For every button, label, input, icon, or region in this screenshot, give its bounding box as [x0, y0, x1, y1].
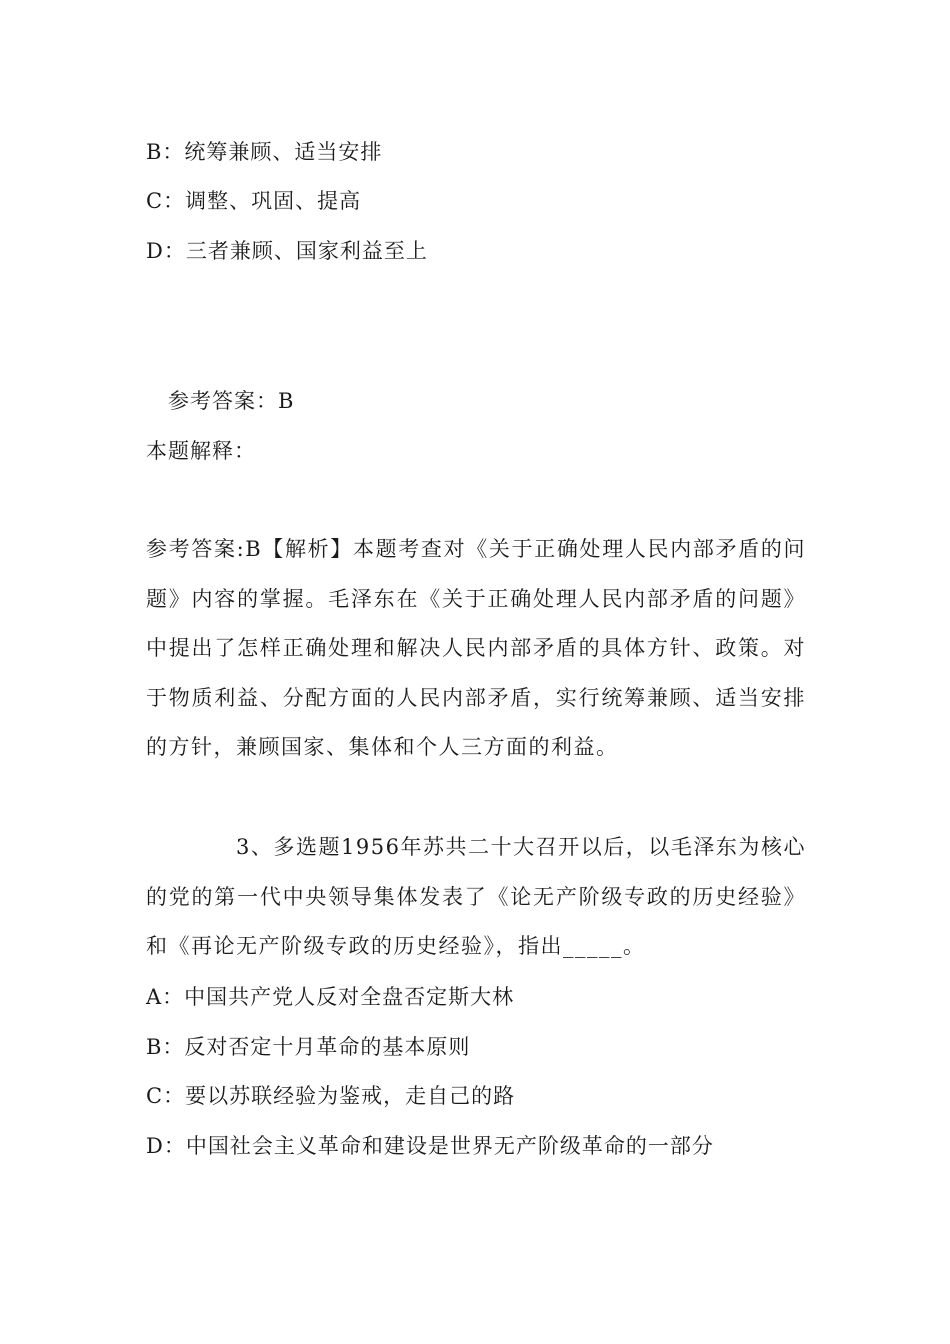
q3-option-c: C：要以苏联经验为鉴戒，走自己的路	[146, 1084, 516, 1108]
q2-explanation-label: 本题解释：	[146, 439, 256, 463]
q2-option-d: D：三者兼顾、国家利益至上	[146, 239, 428, 263]
q2-option-c: C：调整、巩固、提高	[146, 189, 362, 213]
q3-option-b: B：反对否定十月革命的基本原则	[146, 1035, 471, 1059]
q3-option-a: A：中国共产党人反对全盘否定斯大林	[146, 985, 515, 1009]
q3-option-d: D：中国社会主义革命和建设是世界无产阶级革命的一部分	[146, 1134, 714, 1158]
q3-question-text: 3、多选题1956年苏共二十大召开以后，以毛泽东为核心的党的第一代中央领导集体发表了《论无产阶级专政的历史经验》和《再论无产阶级专政的历史经验》，指出_____。	[146, 835, 806, 958]
q2-explanation-text: 参考答案:B【解析】本题考查对《关于正确处理人民内部矛盾的问题》内容的掌握。毛泽东在《关于正确处理人民内部矛盾的问题》中提出了怎样正确处理和解决人民内部矛盾的具体方针、政策。对于物质利益、分配方面的人民内部矛盾，实行统筹兼顾、适当安排的方针，兼顾国家、集体和个人三方面的利益。	[146, 537, 806, 759]
q2-option-b: B：统筹兼顾、适当安排	[146, 140, 383, 164]
q2-answer: 参考答案：B	[168, 389, 295, 413]
